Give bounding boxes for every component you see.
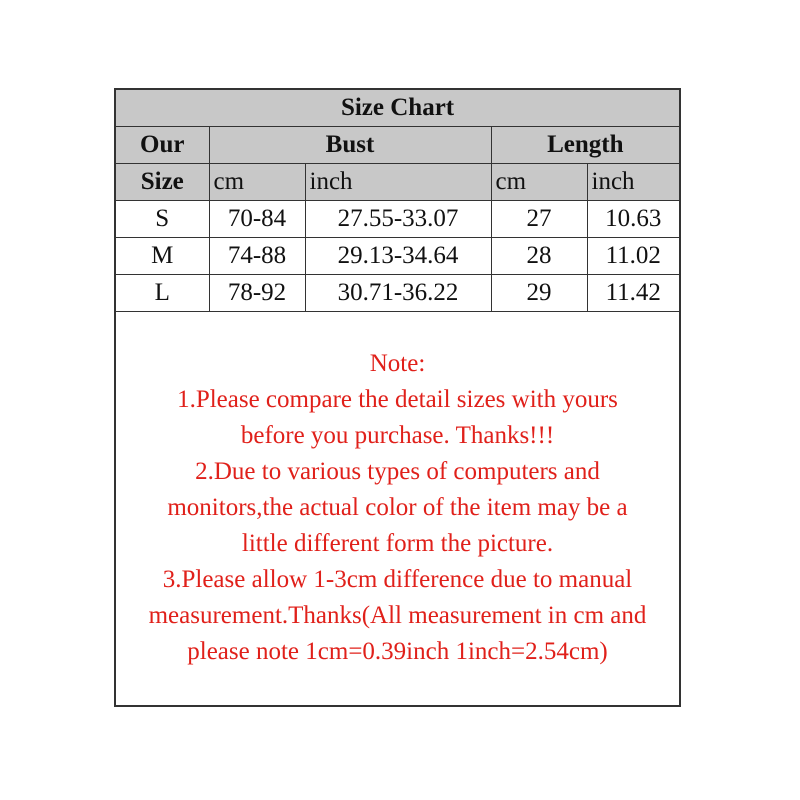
header-bust: Bust <box>209 127 491 164</box>
bust-inch-cell: 30.71-36.22 <box>305 275 491 312</box>
unit-bust-inch: inch <box>305 164 491 201</box>
note-line: little different form the picture. <box>241 530 554 557</box>
bust-inch-cell: 29.13-34.64 <box>305 238 491 275</box>
length-inch-cell: 11.02 <box>587 238 679 275</box>
header-size: Size <box>116 164 209 201</box>
bust-cm-cell: 78-92 <box>209 275 305 312</box>
size-cell: M <box>116 238 209 275</box>
table-row <box>116 201 679 238</box>
header-length: Length <box>491 127 679 164</box>
note-line: monitors,the actual color of the item may be a <box>167 494 628 521</box>
bust-inch-cell: 27.55-33.07 <box>305 201 491 238</box>
length-cm-cell: 28 <box>491 238 587 275</box>
size-chart-table <box>116 90 679 312</box>
note-line: 1.Please compare the detail sizes with yours <box>177 386 618 413</box>
note-line: before you purchase. Thanks!!! <box>240 422 555 449</box>
size-cell: S <box>116 201 209 238</box>
note-line: 3.Please allow 1-3cm difference due to manual <box>162 566 633 593</box>
length-inch-cell: 10.63 <box>587 201 679 238</box>
unit-bust-cm: cm <box>209 164 305 201</box>
length-cm-cell: 29 <box>491 275 587 312</box>
note-heading: Note: <box>369 350 426 377</box>
note-line: 2.Due to various types of computers and <box>195 458 600 485</box>
note-line: please note 1cm=0.39inch 1inch=2.54cm) <box>187 638 608 665</box>
unit-length-cm: cm <box>491 164 587 201</box>
size-chart-frame <box>114 88 681 707</box>
header-our: Our <box>116 127 209 164</box>
notes-block <box>116 346 679 670</box>
size-cell: L <box>116 275 209 312</box>
note-line: measurement.Thanks(All measurement in cm and <box>148 602 647 629</box>
bust-cm-cell: 70-84 <box>209 201 305 238</box>
length-inch-cell: 11.42 <box>587 275 679 312</box>
table-row <box>116 275 679 312</box>
length-cm-cell: 27 <box>491 201 587 238</box>
bust-cm-cell: 74-88 <box>209 238 305 275</box>
table-row <box>116 238 679 275</box>
unit-length-inch: inch <box>587 164 679 201</box>
chart-title: Size Chart <box>116 90 679 127</box>
